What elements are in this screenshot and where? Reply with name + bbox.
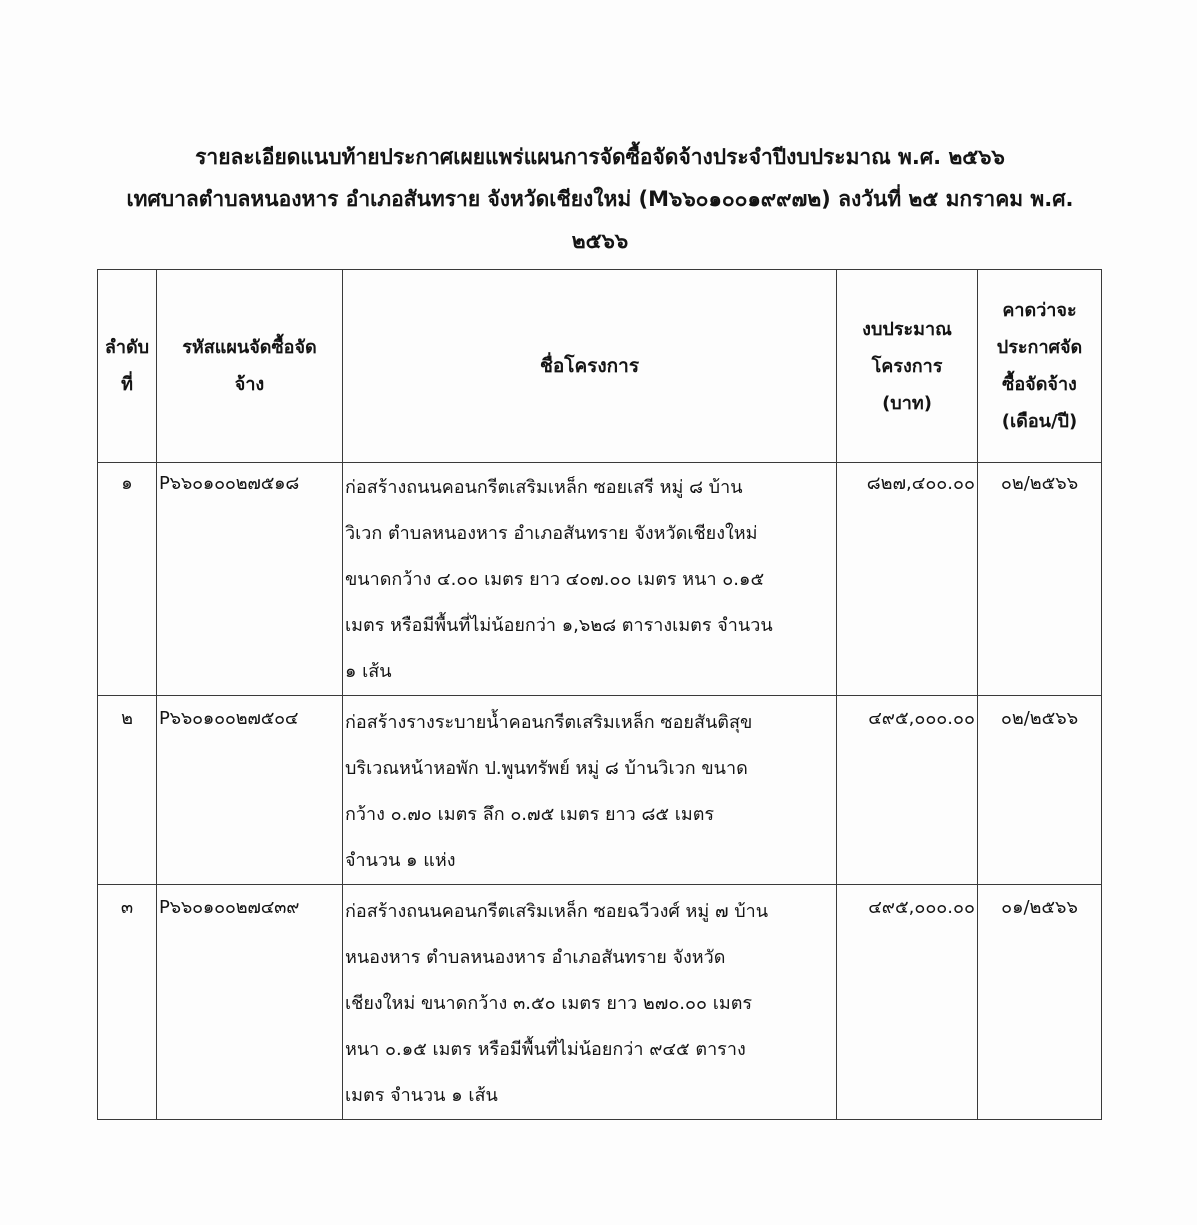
header-code-line1: รหัสแผนจัดซื้อจัด: [182, 337, 317, 358]
header-month-line2: ประกาศจัด: [996, 337, 1083, 358]
project-name-line: ก่อสร้างถนนคอนกรีตเสริมเหล็ก ซอยฉวีวงศ์ หมู่ ๗ บ้าน: [345, 901, 769, 922]
procurement-plan-table: [97, 269, 1102, 1120]
project-name-line: หนองหาร ตำบลหนองหาร อำเภอสันทราย จังหวัด: [345, 947, 726, 968]
project-name-line: ก่อสร้างถนนคอนกรีตเสริมเหล็ก ซอยเสรี หมู่ ๘ บ้าน: [345, 477, 743, 498]
project-name-line: เชียงใหม่ ขนาดกว้าง ๓.๕๐ เมตร ยาว ๒๗๐.๐๐ เมตร: [345, 993, 753, 1014]
header-no-line1: ลำดับ: [104, 337, 150, 358]
table-row: [98, 885, 1102, 1120]
project-name-line: กว้าง ๐.๗๐ เมตร ลึก ๐.๗๕ เมตร ยาว ๘๕ เมตร: [345, 804, 715, 825]
title-line-2: เทศบาลตำบลหนองหาร อำเภอสันทราย จังหวัดเชียงใหม่ (M๖๖๐๑๐๐๑๙๙๗๒) ลงวันที่ ๒๕ มกราคม พ.ศ.: [126, 187, 1074, 211]
document-title: [100, 136, 1100, 262]
row-month: ๐๒/๒๕๖๖: [978, 463, 1102, 696]
header-month: [978, 270, 1102, 463]
row-no: ๓: [98, 885, 157, 1120]
table-row: [98, 696, 1102, 885]
header-budget-line2: โครงการ: [871, 355, 943, 377]
row-no: ๒: [98, 696, 157, 885]
table-row: [98, 463, 1102, 696]
project-name-line: หนา ๐.๑๕ เมตร หรือมีพื้นที่ไม่น้อยกว่า ๙๔๕ ตาราง: [345, 1039, 746, 1060]
title-line-3: ๒๕๖๖: [571, 229, 629, 253]
row-month: ๐๑/๒๕๖๖: [978, 885, 1102, 1120]
header-month-line4: (เดือน/ปี): [1001, 411, 1078, 432]
row-budget: ๔๙๕,๐๐๐.๐๐: [837, 696, 978, 885]
header-no: [98, 270, 157, 463]
project-name-line: ขนาดกว้าง ๔.๐๐ เมตร ยาว ๔๐๗.๐๐ เมตร หนา ๐.๑๕: [345, 569, 765, 590]
project-name-line: ก่อสร้างรางระบายน้ำคอนกรีตเสริมเหล็ก ซอยสันติสุข: [345, 712, 753, 733]
row-plan-code: P๖๖๐๑๐๐๒๗๕๐๔: [157, 696, 343, 885]
project-name-line: วิเวก ตำบลหนองหาร อำเภอสันทราย จังหวัดเชียงใหม่: [345, 523, 758, 544]
row-project-name: [343, 696, 837, 885]
header-budget-line1: งบประมาณ: [862, 318, 952, 340]
header-code: [157, 270, 343, 463]
header-budget: [837, 270, 978, 463]
title-line-1: รายละเอียดแนบท้ายประกาศเผยแพร่แผนการจัดซื้อจัดจ้างประจำปีงบประมาณ พ.ศ. ๒๕๖๖: [195, 145, 1005, 169]
header-code-line2: จ้าง: [234, 374, 265, 395]
row-project-name: [343, 885, 837, 1120]
row-budget: ๘๒๗,๔๐๐.๐๐: [837, 463, 978, 696]
row-month: ๐๒/๒๕๖๖: [978, 696, 1102, 885]
row-budget: ๔๙๕,๐๐๐.๐๐: [837, 885, 978, 1120]
header-month-line1: คาดว่าจะ: [1002, 300, 1077, 321]
row-no: ๑: [98, 463, 157, 696]
project-name-line: ๑ เส้น: [345, 661, 392, 682]
project-name-line: จำนวน ๑ แห่ง: [345, 850, 456, 871]
project-name-line: บริเวณหน้าหอพัก ป.พูนทรัพย์ หมู่ ๘ บ้านวิเวก ขนาด: [345, 758, 748, 779]
row-project-name: [343, 463, 837, 696]
header-name-label: ชื่อโครงการ: [539, 354, 640, 377]
row-plan-code: P๖๖๐๑๐๐๒๗๔๓๙: [157, 885, 343, 1120]
header-month-line3: ซื้อจัดจ้าง: [1002, 374, 1077, 395]
project-name-line: เมตร หรือมีพื้นที่ไม่น้อยกว่า ๑,๖๒๘ ตารางเมตร จำนวน: [345, 615, 773, 636]
table-header-row: [98, 270, 1102, 463]
header-budget-line3: (บาท): [882, 392, 932, 414]
header-no-line2: ที่: [121, 374, 133, 395]
row-plan-code: P๖๖๐๑๐๐๒๗๕๑๘: [157, 463, 343, 696]
project-name-line: เมตร จำนวน ๑ เส้น: [345, 1085, 498, 1106]
header-name: [343, 270, 837, 463]
